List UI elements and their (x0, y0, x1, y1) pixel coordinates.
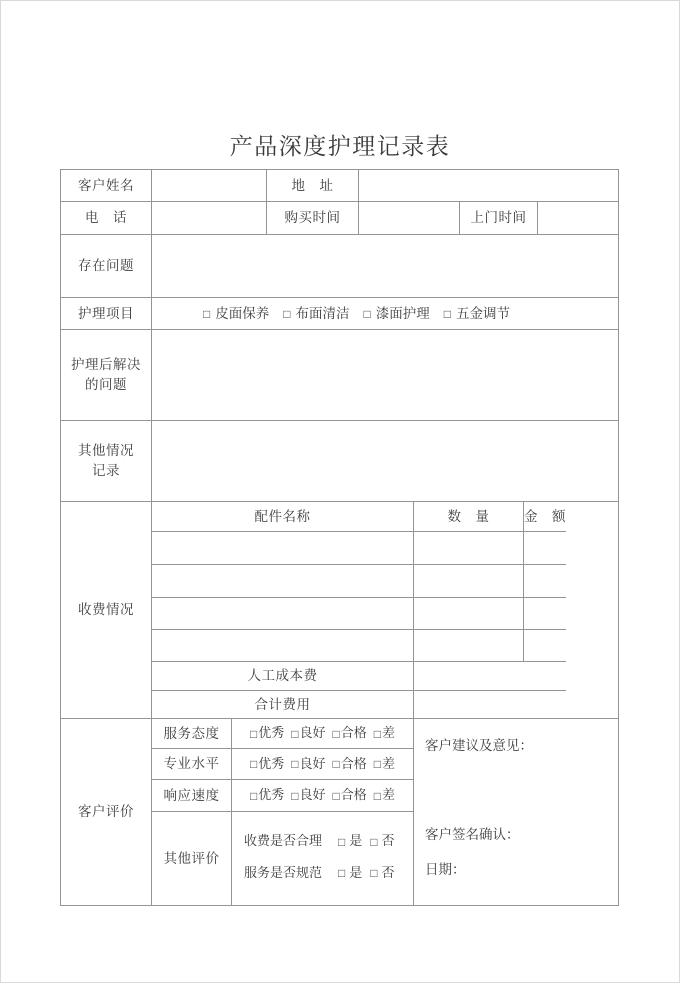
rating-option-good[interactable] (291, 786, 325, 805)
checkbox-icon: □ (291, 757, 299, 771)
other-records-label-line2: 记录 (92, 463, 120, 478)
rating-option-label: 优秀 (258, 787, 285, 803)
rating-option-poor[interactable] (374, 724, 395, 743)
checkbox-icon: □ (373, 757, 382, 771)
checkbox-icon: □ (338, 866, 346, 881)
checkbox-icon: □ (203, 306, 211, 321)
solved-label-line1: 护理后解决 (71, 357, 141, 373)
rating-row-attitude (152, 719, 413, 749)
charges-empty-row (152, 565, 566, 598)
visit-time-label: 上门时间 (460, 202, 538, 234)
other-records-label (61, 421, 152, 501)
labor-cost-row (152, 662, 566, 691)
purchase-time-input[interactable] (359, 202, 460, 234)
total-cost-input[interactable] (414, 691, 566, 718)
labor-cost-label: 人工成本费 (152, 662, 414, 690)
no-label: 否 (381, 833, 395, 849)
care-item-label: 五金调节 (456, 305, 510, 321)
rating-option-label: 优秀 (258, 725, 285, 741)
total-cost-row (152, 691, 566, 718)
care-item-option-hardware[interactable] (444, 304, 510, 324)
care-item-label: 漆面护理 (375, 305, 430, 321)
care-items-label: 护理项目 (61, 298, 152, 329)
row-solved (61, 330, 618, 421)
other-evaluation-questions (232, 812, 413, 905)
rating-option-excellent[interactable] (250, 786, 284, 805)
rating-option-label: 良好 (299, 725, 326, 741)
checkbox-icon: □ (363, 306, 371, 321)
rating-option-label: 差 (382, 755, 396, 771)
rating-option-good[interactable] (291, 755, 325, 774)
charges-label: 收费情况 (61, 502, 152, 718)
signature-label: 客户签名确认： (425, 827, 520, 842)
checkbox-icon: □ (370, 834, 378, 849)
fee-reasonable-label: 收费是否合理 (244, 833, 323, 849)
checkbox-icon: □ (332, 757, 340, 771)
rating-option-label: 良好 (299, 755, 326, 771)
charges-empty-row (152, 598, 566, 630)
checkbox-icon: □ (443, 306, 451, 321)
accessory-name-header: 配件名称 (152, 502, 414, 531)
accessory-name-input[interactable] (152, 598, 414, 629)
service-standard-no[interactable] (370, 864, 394, 883)
checkbox-icon: □ (373, 726, 382, 741)
other-records-input[interactable] (152, 421, 618, 501)
checkbox-icon: □ (249, 726, 258, 741)
rating-row-response (152, 780, 413, 812)
rating-option-good[interactable] (291, 724, 325, 743)
rating-option-excellent[interactable] (250, 724, 284, 743)
amount-header: 金 额 (524, 508, 566, 524)
checkbox-icon: □ (291, 788, 299, 803)
rating-option-excellent[interactable] (250, 755, 284, 774)
rating-option-poor[interactable] (374, 755, 395, 774)
section-evaluation (61, 719, 618, 905)
solved-label (61, 330, 152, 420)
suggestion-label: 客户建议及意见： (425, 738, 533, 753)
rating-options (232, 749, 413, 779)
rating-row-professional (152, 749, 413, 780)
service-standard-yes[interactable] (338, 864, 362, 883)
total-cost-label: 合计费用 (152, 691, 414, 718)
rating-options (232, 780, 413, 811)
criterion-label: 专业水平 (152, 749, 232, 779)
care-items-options (152, 298, 618, 329)
care-item-option-fabric[interactable] (283, 304, 349, 324)
rating-options (232, 719, 413, 748)
row-problems (61, 235, 618, 298)
care-item-option-paint[interactable] (364, 304, 430, 324)
checkbox-icon: □ (332, 726, 340, 741)
other-records-label-line1: 其他情况 (78, 443, 134, 459)
rating-option-label: 良好 (299, 787, 326, 803)
fee-reasonable-no[interactable] (370, 832, 394, 851)
care-item-label: 皮面保养 (215, 305, 270, 321)
section-charges (61, 502, 618, 719)
care-item-label: 布面清洁 (295, 305, 350, 321)
amount-input[interactable] (524, 598, 566, 629)
checkbox-icon: □ (249, 788, 258, 803)
problems-input[interactable] (152, 235, 618, 297)
problems-label: 存在问题 (61, 235, 152, 297)
service-standard-row (244, 864, 395, 883)
care-item-option-leather[interactable] (203, 304, 269, 324)
rating-option-label: 优秀 (258, 755, 285, 771)
rating-option-label: 合格 (340, 787, 367, 803)
rating-option-pass[interactable] (333, 786, 367, 805)
solved-input[interactable] (152, 330, 618, 420)
checkbox-icon: □ (291, 726, 299, 741)
criterion-label: 服务态度 (152, 719, 232, 748)
solved-label-line2: 的问题 (85, 377, 127, 392)
quantity-input[interactable] (414, 565, 524, 597)
checkbox-icon: □ (373, 788, 382, 803)
yes-label: 是 (349, 833, 363, 849)
labor-cost-input[interactable] (414, 662, 566, 690)
checkbox-icon: □ (332, 788, 340, 803)
checkbox-icon: □ (370, 866, 378, 881)
rating-option-pass[interactable] (333, 724, 367, 743)
other-evaluation-label: 其他评价 (152, 812, 232, 905)
amount-input[interactable] (524, 630, 566, 661)
charges-subtable (152, 502, 566, 718)
quantity-input[interactable] (414, 598, 524, 629)
rating-option-pass[interactable] (333, 755, 367, 774)
fee-reasonable-row (244, 832, 395, 851)
charges-header-row (152, 502, 566, 532)
checkbox-icon: □ (283, 306, 291, 321)
criterion-label: 响应速度 (152, 780, 232, 811)
customer-name-label: 客户姓名 (61, 170, 152, 201)
customer-feedback-area[interactable] (414, 719, 618, 905)
purchase-time-label: 购买时间 (267, 202, 359, 234)
quantity-header: 数 量 (414, 502, 524, 531)
address-input[interactable] (359, 170, 618, 201)
rating-option-label: 合格 (340, 755, 367, 771)
rating-option-poor[interactable] (374, 786, 395, 805)
other-evaluation-row (152, 812, 413, 905)
evaluation-label: 客户评价 (61, 719, 152, 905)
accessory-name-input[interactable] (152, 630, 414, 661)
accessory-name-input[interactable] (152, 565, 414, 597)
amount-input[interactable] (524, 532, 566, 564)
quantity-input[interactable] (414, 532, 524, 564)
visit-time-input[interactable] (538, 202, 618, 234)
amount-input[interactable] (524, 565, 566, 597)
row-care-items (61, 298, 618, 330)
quantity-input[interactable] (414, 630, 524, 661)
yes-label: 是 (349, 864, 363, 880)
row-customer (61, 170, 618, 202)
checkbox-icon: □ (338, 834, 346, 849)
fee-reasonable-yes[interactable] (338, 832, 362, 851)
row-other-records (61, 421, 618, 502)
accessory-name-input[interactable] (152, 532, 414, 564)
customer-name-input[interactable] (152, 170, 267, 201)
rating-option-label: 合格 (340, 725, 367, 741)
date-label: 日期： (425, 862, 466, 877)
evaluation-subtable (152, 719, 414, 905)
charges-empty-row (152, 532, 566, 565)
address-label: 地 址 (267, 170, 359, 201)
rating-option-label: 差 (382, 725, 396, 741)
no-label: 否 (381, 864, 395, 880)
page-title: 产品深度护理记录表 (229, 133, 451, 159)
checkbox-icon: □ (249, 757, 258, 771)
row-phone (61, 202, 618, 235)
rating-option-label: 差 (382, 787, 396, 803)
charges-empty-row (152, 630, 566, 662)
service-standard-label: 服务是否规范 (244, 864, 323, 880)
phone-label: 电 话 (61, 202, 152, 234)
care-record-table (60, 169, 619, 906)
phone-input[interactable] (152, 202, 267, 234)
